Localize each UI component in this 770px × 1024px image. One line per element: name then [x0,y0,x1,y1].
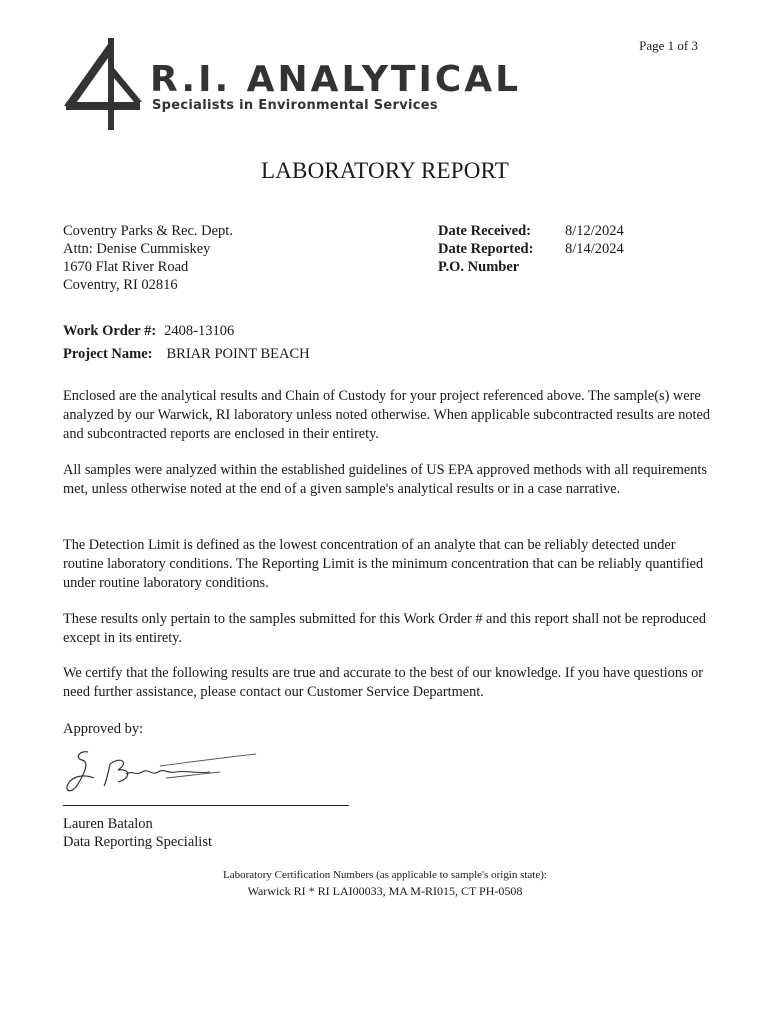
po-number-label: P.O. Number [438,259,520,275]
page-indicator: Page 1 of 3 [639,38,698,53]
project-name-value: BRIAR POINT BEACH [166,346,310,362]
work-order-row [63,320,310,343]
report-title: LABORATORY REPORT [260,158,510,183]
date-reported-value: 8/14/2024 [565,241,624,257]
signature-line [63,805,349,806]
company-tagline: Specialists in Environmental Services [152,98,438,113]
date-reported-label: Date Reported: [438,241,534,257]
work-order-label: Work Order #: [63,323,157,339]
company-name: R.I. ANALYTICAL [150,59,522,100]
approved-by-label: Approved by: [63,721,144,737]
paragraph-epa-guidelines: All samples were analyzed within the established guidelines of US EPA approved methods with all requirements met, unless otherwise noted at the end of a given sample's analytical results or in a case narrative. [63,462,707,497]
date-reported-row [438,240,624,258]
signer-title: Data Reporting Specialist [63,834,212,850]
po-number-row [438,258,624,276]
date-received-label: Date Received: [438,223,531,239]
certification-heading: Laboratory Certification Numbers (as applicable to sample's origin state): [223,869,547,881]
client-address [63,222,233,294]
work-order-value: 2408-13106 [164,323,235,339]
paragraph-reproduction: These results only pertain to the samples submitted for this Work Order # and this report shall not be reproduced except in its entirety. [63,611,706,646]
signer-block [63,815,212,851]
date-received-row [438,222,624,240]
client-name: Coventry Parks & Rec. Dept. [63,223,233,239]
paragraph-detection-limit: The Detection Limit is defined as the lowest concentration of an analyte that can be reliably detected under routine laboratory conditions. The Reporting Limit is the minimum concentration that can be reliably quantified under routine laboratory conditions. [63,537,704,591]
project-name-row [63,343,310,366]
certification-numbers: Warwick RI * RI LAI00033, MA M-RI015, CT PH-0508 [247,884,523,898]
signature-image [60,744,260,800]
work-info [63,320,310,366]
paragraph-results-enclosed: Enclosed are the analytical results and Chain of Custody for your project referenced above. The sample(s) were analyzed by our Warwick, RI laboratory unless noted otherwise. When applicable subcontracted results are noted and subcontracted reports are enclosed in their entirety. [63,388,711,442]
signer-name: Lauren Batalon [63,816,153,832]
client-street: 1670 Flat River Road [63,259,189,275]
client-attn: Attn: Denise Cummiskey [63,241,211,257]
date-received-value: 8/12/2024 [565,223,624,239]
report-dates [438,222,624,276]
project-name-label: Project Name: [63,346,153,362]
certification-block [0,867,770,899]
client-city: Coventry, RI 02816 [63,277,178,293]
company-logo-icon [62,38,142,134]
paragraph-certification: We certify that the following results are true and accurate to the best of our knowledge. If you have questions or need further assistance, please contact our Customer Service Department. [63,665,704,700]
